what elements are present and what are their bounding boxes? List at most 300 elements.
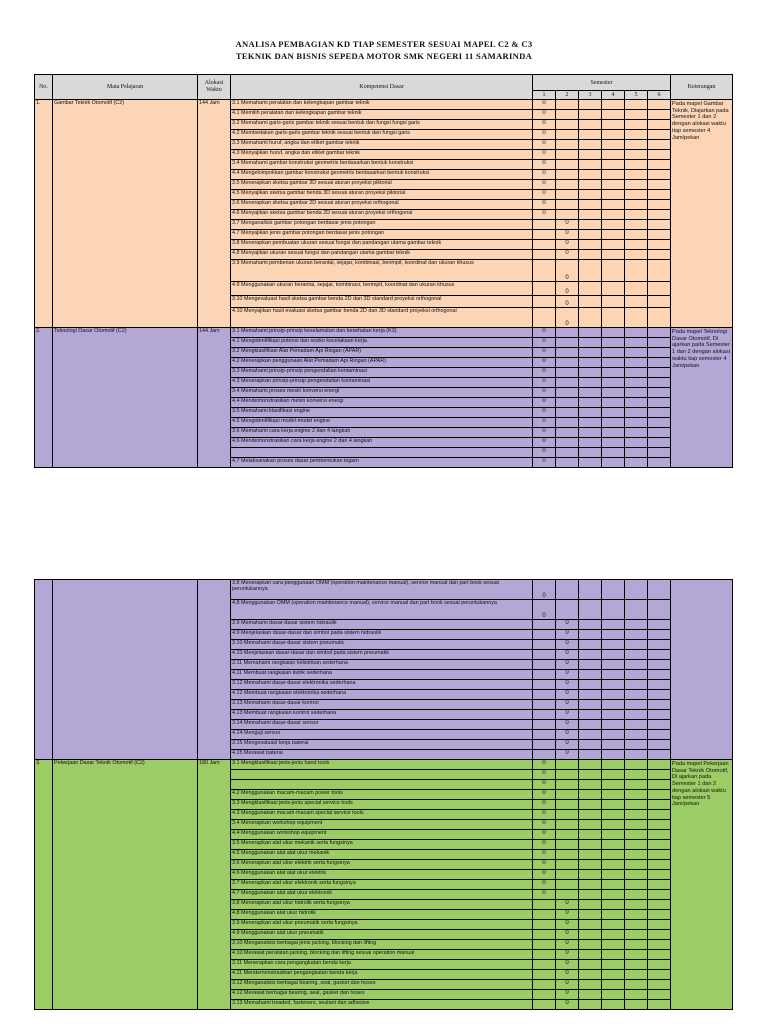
- semester-cell-3: [579, 210, 602, 220]
- semester-cell-6: [648, 282, 671, 296]
- kompetensi-dasar-cell: 4.12 Merawat berbagai bearing, seal, gasket dan hoses: [231, 990, 533, 1000]
- semester-cell-6: [648, 700, 671, 710]
- subject-name: Pekerjaan Dasar Teknik Otomotif (C2): [53, 760, 198, 1010]
- semester-cell-3: [579, 730, 602, 740]
- semester-cell-1: 0: [533, 408, 556, 418]
- semester-cell-5: [625, 730, 648, 740]
- semester-cell-1: [533, 730, 556, 740]
- semester-cell-3: [579, 1000, 602, 1010]
- semester-cell-1: [533, 910, 556, 920]
- semester-cell-1: 0: [533, 140, 556, 150]
- semester-cell-4: [602, 600, 625, 620]
- header-sem-2: 2: [556, 91, 579, 100]
- header-sem-6: 6: [648, 91, 671, 100]
- semester-cell-6: [648, 810, 671, 820]
- header-semester: Semester: [533, 75, 671, 91]
- semester-cell-2: 0: [556, 950, 579, 960]
- semester-cell-6: [648, 438, 671, 448]
- semester-cell-1: 0: [533, 210, 556, 220]
- kompetensi-dasar-cell: 3.4 Memahami gambar konstruksi geometris berdasarkan bentuk konstruksi: [231, 160, 533, 170]
- semester-cell-2: 0: [556, 990, 579, 1000]
- semester-cell-6: [648, 368, 671, 378]
- kompetensi-dasar-cell: 4.13 Membuat rangkaian kontrol sederhana: [231, 710, 533, 720]
- semester-cell-4: [602, 660, 625, 670]
- semester-cell-6: [648, 640, 671, 650]
- semester-cell-2: [556, 890, 579, 900]
- semester-cell-6: [648, 890, 671, 900]
- semester-cell-6: [648, 920, 671, 930]
- semester-cell-1: [533, 660, 556, 670]
- semester-cell-6: [648, 990, 671, 1000]
- header-sem-5: 5: [625, 91, 648, 100]
- semester-cell-1: 0: [533, 580, 556, 600]
- semester-cell-2: 0: [556, 910, 579, 920]
- semester-cell-6: [648, 458, 671, 468]
- semester-cell-5: [625, 880, 648, 890]
- semester-cell-6: [648, 378, 671, 388]
- semester-cell-5: [625, 130, 648, 140]
- semester-cell-4: [602, 408, 625, 418]
- semester-cell-3: [579, 940, 602, 950]
- kompetensi-dasar-cell: 4.15 Merawat baterai: [231, 750, 533, 760]
- kompetensi-dasar-cell: 3.1 Memahami prinsip-prinsip keselamatan dan kesehatan kerja (K3): [231, 328, 533, 338]
- semester-cell-3: [579, 580, 602, 600]
- semester-cell-3: [579, 920, 602, 930]
- semester-cell-6: [648, 790, 671, 800]
- semester-cell-6: [648, 358, 671, 368]
- semester-cell-4: [602, 100, 625, 110]
- semester-cell-1: 0: [533, 760, 556, 770]
- keterangan-cell: Pada mapel Pekerjaan Dasar Teknik Otomotif, Di ajarkan pada Semester 1 dan 2 dengan alokasi waktu tiap semester 5 Jam/pekan: [671, 760, 733, 1010]
- semester-cell-5: [625, 620, 648, 630]
- semester-cell-5: [625, 800, 648, 810]
- semester-cell-4: [602, 650, 625, 660]
- semester-cell-5: [625, 720, 648, 730]
- kompetensi-dasar-cell: 3.14 Memahami dasar-dasar sensor: [231, 720, 533, 730]
- header-kompetensi-dasar: Kompetensi Dasar: [231, 75, 533, 100]
- semester-cell-6: [648, 670, 671, 680]
- semester-cell-6: [648, 348, 671, 358]
- semester-cell-1: 0: [533, 200, 556, 210]
- semester-cell-2: [556, 368, 579, 378]
- semester-cell-4: [602, 428, 625, 438]
- semester-cell-4: [602, 820, 625, 830]
- semester-cell-4: [602, 950, 625, 960]
- semester-cell-2: [556, 448, 579, 458]
- kompetensi-dasar-cell: [231, 448, 533, 458]
- semester-cell-1: 0: [533, 170, 556, 180]
- semester-cell-4: [602, 730, 625, 740]
- semester-cell-3: [579, 890, 602, 900]
- semester-cell-6: [648, 800, 671, 810]
- semester-cell-5: [625, 250, 648, 260]
- semester-cell-3: [579, 950, 602, 960]
- semester-cell-3: [579, 308, 602, 328]
- semester-cell-4: [602, 990, 625, 1000]
- semester-cell-6: [648, 408, 671, 418]
- semester-cell-1: [533, 930, 556, 940]
- semester-cell-5: [625, 630, 648, 640]
- kompetensi-dasar-cell: 4.11 Membuat rangkaian listrik sederhana: [231, 670, 533, 680]
- semester-cell-5: [625, 990, 648, 1000]
- semester-cell-4: [602, 328, 625, 338]
- semester-cell-6: [648, 710, 671, 720]
- semester-cell-4: [602, 960, 625, 970]
- semester-cell-3: [579, 130, 602, 140]
- semester-cell-5: [625, 950, 648, 960]
- kompetensi-dasar-cell: 3.5 Memahami klasifikasi engine: [231, 408, 533, 418]
- semester-cell-2: [556, 338, 579, 348]
- semester-cell-5: [625, 820, 648, 830]
- semester-cell-6: [648, 760, 671, 770]
- semester-cell-5: [625, 780, 648, 790]
- semester-cell-1: 0: [533, 328, 556, 338]
- semester-cell-5: [625, 428, 648, 438]
- header-keterangan: Keterangan: [671, 75, 733, 100]
- semester-cell-6: [648, 210, 671, 220]
- kompetensi-dasar-cell: 4.6 Mendemonstrasikan cara kerja engine 2 dan 4 langkah: [231, 438, 533, 448]
- kompetensi-dasar-cell: 3.3 Mengklasifikasi jenis-jenis special service tools: [231, 800, 533, 810]
- kompetensi-dasar-cell: 4.10 Menyajikan hasil evaluasi sketsa gambar benda 2D dan 3D standard proyeksi orthogonal: [231, 308, 533, 328]
- kompetensi-dasar-cell: 3.1 Mengklasifikasi jenis-jenis hand tools: [231, 760, 533, 770]
- subject-name: [53, 580, 198, 760]
- semester-cell-2: [556, 770, 579, 780]
- semester-cell-3: [579, 720, 602, 730]
- semester-cell-3: [579, 880, 602, 890]
- semester-cell-2: [556, 580, 579, 600]
- kompetensi-dasar-cell: 3.4 Menerapkan workshop equipment: [231, 820, 533, 830]
- semester-cell-2: 0: [556, 750, 579, 760]
- semester-cell-5: [625, 230, 648, 240]
- semester-cell-6: [648, 110, 671, 120]
- semester-cell-5: [625, 110, 648, 120]
- semester-cell-1: [533, 960, 556, 970]
- semester-cell-2: [556, 418, 579, 428]
- semester-cell-4: [602, 970, 625, 980]
- kompetensi-dasar-cell: 3.12 Memahami dasar-dasar elektronika sederhana: [231, 680, 533, 690]
- semester-cell-1: [533, 230, 556, 240]
- kompetensi-dasar-cell: 3.6 Memahami cara kerja engine 2 dan 4 langkah: [231, 428, 533, 438]
- semester-cell-6: [648, 980, 671, 990]
- semester-cell-1: [533, 650, 556, 660]
- semester-cell-6: [648, 600, 671, 620]
- semester-cell-5: [625, 840, 648, 850]
- semester-cell-3: [579, 358, 602, 368]
- semester-cell-1: [533, 282, 556, 296]
- page2-body: [35, 580, 733, 1010]
- kompetensi-dasar-cell: 3.7 Menganalisis gambar potongan berdasar jenis potongan: [231, 220, 533, 230]
- semester-cell-1: [533, 250, 556, 260]
- semester-cell-5: [625, 140, 648, 150]
- semester-cell-3: [579, 960, 602, 970]
- semester-cell-4: [602, 850, 625, 860]
- semester-cell-4: [602, 210, 625, 220]
- semester-cell-4: [602, 250, 625, 260]
- semester-cell-3: [579, 448, 602, 458]
- semester-cell-1: [533, 680, 556, 690]
- semester-cell-4: [602, 790, 625, 800]
- subject-name: Gambar Teknik Otomotif (C2): [53, 100, 198, 328]
- semester-cell-5: [625, 388, 648, 398]
- semester-cell-3: [579, 398, 602, 408]
- semester-cell-4: [602, 140, 625, 150]
- semester-cell-6: [648, 740, 671, 750]
- semester-cell-2: [556, 830, 579, 840]
- semester-cell-5: [625, 368, 648, 378]
- semester-cell-5: [625, 120, 648, 130]
- semester-cell-6: [648, 860, 671, 870]
- semester-cell-2: [556, 800, 579, 810]
- semester-cell-2: 0: [556, 308, 579, 328]
- semester-cell-5: [625, 760, 648, 770]
- semester-cell-2: [556, 170, 579, 180]
- kompetensi-dasar-cell: 4.1 Memilih peralatan dan kelengkapan gambar teknik: [231, 110, 533, 120]
- header-mata-pelajaran: Mata Pelajaran: [53, 75, 198, 100]
- semester-cell-1: 0: [533, 388, 556, 398]
- semester-cell-6: [648, 230, 671, 240]
- semester-cell-2: [556, 438, 579, 448]
- semester-cell-3: [579, 328, 602, 338]
- semester-cell-3: [579, 930, 602, 940]
- semester-cell-2: 0: [556, 960, 579, 970]
- semester-cell-4: [602, 120, 625, 130]
- semester-cell-3: [579, 620, 602, 630]
- semester-cell-3: [579, 640, 602, 650]
- semester-cell-4: [602, 240, 625, 250]
- semester-cell-3: [579, 870, 602, 880]
- subject-name: Teknologi Dasar Otomotif (C2): [53, 328, 198, 468]
- semester-cell-2: 0: [556, 230, 579, 240]
- semester-cell-2: 0: [556, 900, 579, 910]
- semester-cell-3: [579, 600, 602, 620]
- semester-cell-2: [556, 398, 579, 408]
- semester-cell-3: [579, 760, 602, 770]
- semester-cell-4: [602, 920, 625, 930]
- semester-cell-1: 0: [533, 880, 556, 890]
- semester-cell-1: [533, 296, 556, 308]
- semester-cell-6: [648, 720, 671, 730]
- semester-cell-3: [579, 670, 602, 680]
- semester-cell-2: [556, 348, 579, 358]
- semester-cell-3: [579, 190, 602, 200]
- kompetensi-dasar-cell: 3.13 Memahami treaded, fasteners, sealant dan adhesive: [231, 1000, 533, 1010]
- semester-cell-1: [533, 990, 556, 1000]
- semester-cell-6: [648, 780, 671, 790]
- kompetensi-dasar-cell: 4.12 Membuat rangkaian elektronika sederhana: [231, 690, 533, 700]
- semester-cell-4: [602, 680, 625, 690]
- semester-cell-3: [579, 740, 602, 750]
- semester-cell-5: [625, 790, 648, 800]
- kompetensi-dasar-cell: 3.12 Menganalisis berbagai bearing, seal, gasket dan hoses: [231, 980, 533, 990]
- semester-cell-6: [648, 328, 671, 338]
- semester-cell-6: [648, 620, 671, 630]
- semester-cell-6: [648, 260, 671, 282]
- semester-cell-1: 0: [533, 890, 556, 900]
- semester-cell-5: [625, 328, 648, 338]
- semester-cell-2: 0: [556, 220, 579, 230]
- semester-cell-1: 0: [533, 180, 556, 190]
- semester-cell-2: 0: [556, 296, 579, 308]
- semester-cell-1: 0: [533, 160, 556, 170]
- semester-cell-6: [648, 220, 671, 230]
- semester-cell-1: 0: [533, 600, 556, 620]
- semester-cell-4: [602, 418, 625, 428]
- semester-cell-5: [625, 378, 648, 388]
- semester-cell-6: [648, 830, 671, 840]
- semester-cell-4: [602, 760, 625, 770]
- semester-cell-2: [556, 328, 579, 338]
- kompetensi-dasar-cell: 3.8 Menerapkan alat ukur hidrolik serta fungsinya: [231, 900, 533, 910]
- semester-cell-4: [602, 860, 625, 870]
- semester-cell-3: [579, 408, 602, 418]
- semester-cell-3: [579, 770, 602, 780]
- semester-cell-1: [533, 710, 556, 720]
- semester-cell-4: [602, 338, 625, 348]
- semester-cell-4: [602, 448, 625, 458]
- subject-number: 1.: [35, 100, 53, 328]
- semester-cell-2: 0: [556, 670, 579, 680]
- semester-cell-4: [602, 620, 625, 630]
- kd-table-page1: [34, 74, 733, 468]
- kompetensi-dasar-cell: 4.3 Menyajikan huruf, angka dan etiket gambar teknik: [231, 150, 533, 160]
- semester-cell-5: [625, 890, 648, 900]
- kompetensi-dasar-cell: 4.8 Menyajikan ukuran sesuai fungsi dan pandangan utama gambar teknik: [231, 250, 533, 260]
- subject-allocation: 144 Jam: [198, 100, 231, 328]
- semester-cell-3: [579, 810, 602, 820]
- semester-cell-2: [556, 190, 579, 200]
- semester-cell-6: [648, 140, 671, 150]
- semester-cell-5: [625, 260, 648, 282]
- semester-cell-4: [602, 890, 625, 900]
- semester-cell-1: [533, 920, 556, 930]
- semester-cell-5: [625, 448, 648, 458]
- semester-cell-5: [625, 600, 648, 620]
- header-sem-3: 3: [579, 91, 602, 100]
- semester-cell-5: [625, 680, 648, 690]
- semester-cell-2: [556, 140, 579, 150]
- semester-cell-3: [579, 418, 602, 428]
- semester-cell-4: [602, 296, 625, 308]
- semester-cell-4: [602, 1000, 625, 1010]
- semester-cell-5: [625, 190, 648, 200]
- semester-cell-5: [625, 200, 648, 210]
- kompetensi-dasar-cell: 3.9 Menerapkan alat ukur pneumatik serta fungsinya: [231, 920, 533, 930]
- semester-cell-1: 0: [533, 820, 556, 830]
- semester-cell-2: 0: [556, 680, 579, 690]
- kompetensi-dasar-cell: 3.3 Memahami huruf, angka dan etiket gambar teknik: [231, 140, 533, 150]
- semester-cell-1: [533, 220, 556, 230]
- semester-cell-5: [625, 740, 648, 750]
- kompetensi-dasar-cell: 4.5 Menggunakan alat alat ukur mekanik: [231, 850, 533, 860]
- semester-cell-1: 0: [533, 800, 556, 810]
- semester-cell-4: [602, 388, 625, 398]
- semester-cell-1: 0: [533, 358, 556, 368]
- semester-cell-2: [556, 150, 579, 160]
- semester-cell-5: [625, 1000, 648, 1010]
- semester-cell-3: [579, 910, 602, 920]
- semester-cell-1: 0: [533, 190, 556, 200]
- semester-cell-5: [625, 282, 648, 296]
- semester-cell-5: [625, 240, 648, 250]
- kompetensi-dasar-cell: 3.10 Mengevaluasi hasil sketsa gambar benda 2D dan 3D standard proyeksi orthogonal: [231, 296, 533, 308]
- semester-cell-2: 0: [556, 282, 579, 296]
- semester-cell-6: [648, 950, 671, 960]
- semester-cell-4: [602, 580, 625, 600]
- semester-cell-5: [625, 970, 648, 980]
- semester-cell-3: [579, 338, 602, 348]
- semester-cell-6: [648, 428, 671, 438]
- semester-cell-6: [648, 960, 671, 970]
- semester-cell-3: [579, 260, 602, 282]
- semester-cell-2: [556, 870, 579, 880]
- semester-cell-6: [648, 940, 671, 950]
- semester-cell-4: [602, 830, 625, 840]
- semester-cell-2: [556, 378, 579, 388]
- kompetensi-dasar-cell: 3.5 Menerapkan alat ukur mekanik serta fungsinya: [231, 840, 533, 850]
- semester-cell-4: [602, 348, 625, 358]
- kompetensi-dasar-cell: 3.8 Menerapkan cara penggunaan OMM (operation maintenance manual), service manual dan part book sesuai peruntukannya: [231, 580, 533, 600]
- semester-cell-4: [602, 710, 625, 720]
- semester-cell-6: [648, 170, 671, 180]
- semester-cell-4: [602, 368, 625, 378]
- kompetensi-dasar-cell: 3.15 Mengevaluasi kerja baterai: [231, 740, 533, 750]
- kompetensi-dasar-cell: 3.4 Memahami proses mesin konversi energi: [231, 388, 533, 398]
- semester-cell-3: [579, 840, 602, 850]
- semester-cell-2: [556, 428, 579, 438]
- semester-cell-4: [602, 308, 625, 328]
- semester-cell-3: [579, 428, 602, 438]
- kompetensi-dasar-cell: 4.8 Menggunakan alat ukur hidrolik: [231, 910, 533, 920]
- semester-cell-4: [602, 770, 625, 780]
- semester-cell-3: [579, 150, 602, 160]
- kompetensi-dasar-cell: 4.5 Mengidentifikasi model-model engine: [231, 418, 533, 428]
- semester-cell-5: [625, 910, 648, 920]
- semester-cell-1: [533, 750, 556, 760]
- semester-cell-5: [625, 398, 648, 408]
- semester-cell-5: [625, 458, 648, 468]
- semester-cell-4: [602, 800, 625, 810]
- page1-body: [35, 100, 733, 468]
- semester-cell-3: [579, 438, 602, 448]
- semester-cell-6: [648, 1000, 671, 1010]
- document-title-line2: TEKNIK DAN BISNIS SEPEDA MOTOR SMK NEGERI 11 SAMARINDA: [235, 51, 533, 61]
- semester-cell-6: [648, 690, 671, 700]
- semester-cell-5: [625, 296, 648, 308]
- kompetensi-dasar-cell: 4.4 Mendemonstrasikan mesin konversi energi: [231, 398, 533, 408]
- semester-cell-4: [602, 398, 625, 408]
- semester-cell-1: [533, 670, 556, 680]
- semester-cell-2: [556, 120, 579, 130]
- semester-cell-3: [579, 820, 602, 830]
- semester-cell-1: [533, 720, 556, 730]
- header-alokasi-waktu: Alokasi Waktu: [198, 75, 231, 100]
- semester-cell-1: 0: [533, 378, 556, 388]
- semester-cell-1: 0: [533, 150, 556, 160]
- semester-cell-3: [579, 378, 602, 388]
- semester-cell-5: [625, 408, 648, 418]
- keterangan-cell: [671, 580, 733, 760]
- semester-cell-4: [602, 630, 625, 640]
- semester-cell-4: [602, 220, 625, 230]
- semester-cell-4: [602, 840, 625, 850]
- semester-cell-3: [579, 348, 602, 358]
- semester-cell-4: [602, 740, 625, 750]
- subject-number: 3.: [35, 760, 53, 1010]
- semester-cell-2: 0: [556, 920, 579, 930]
- semester-cell-6: [648, 930, 671, 940]
- semester-cell-2: [556, 408, 579, 418]
- semester-cell-5: [625, 358, 648, 368]
